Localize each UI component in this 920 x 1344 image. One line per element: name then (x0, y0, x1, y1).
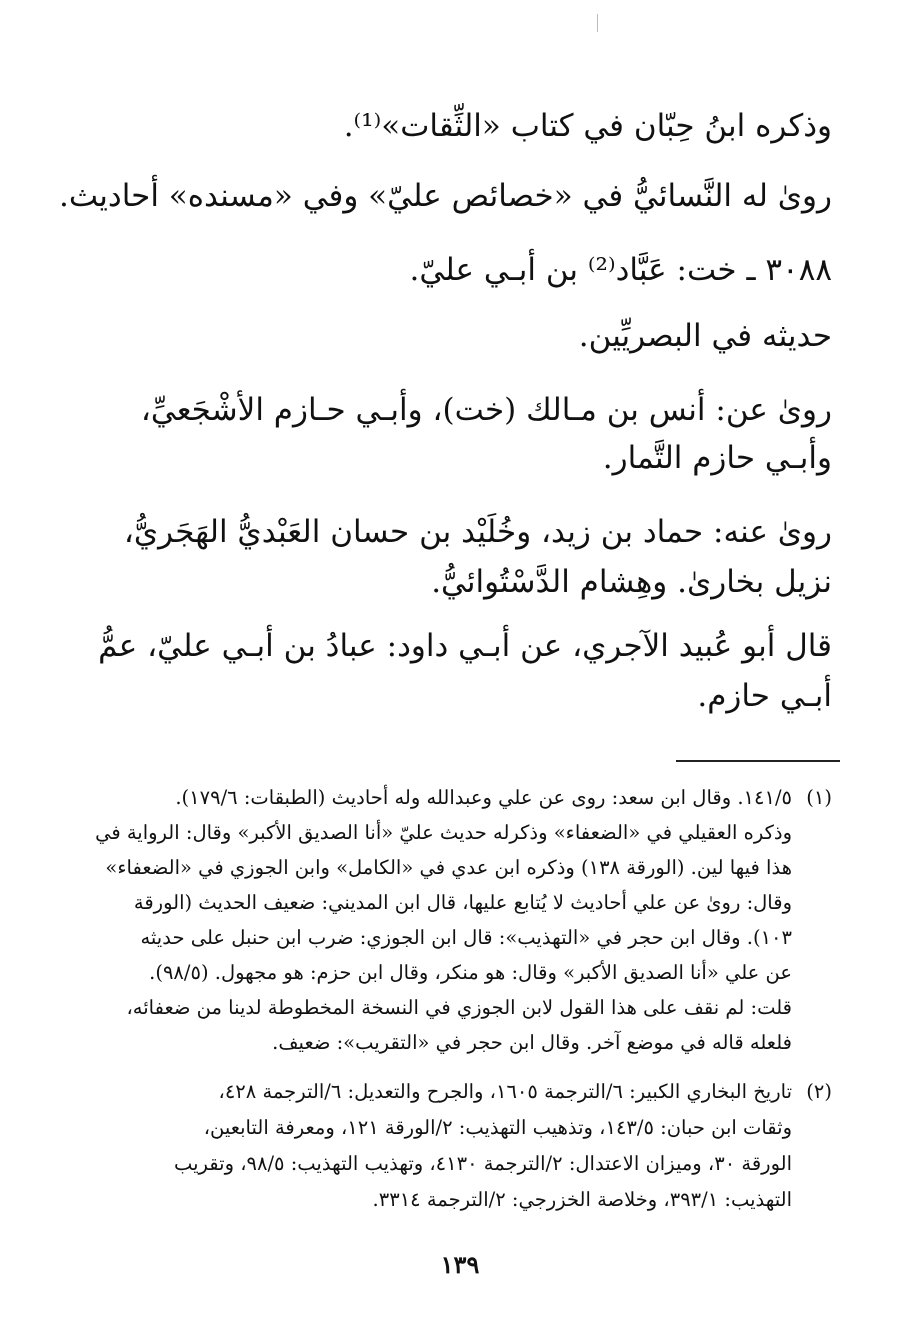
entry-heading: ٣٠٨٨ ـ خت: عَبَّاد⁽²⁾ بن أبـي عليّ. (409, 252, 832, 288)
footnote-line: ١٠٣). وقال ابن حجر في «التهذيب»: قال ابن الجوزي: ضرب ابن حنبل على حديثه (140, 926, 792, 949)
footnote-line: التهذيب: ٣٩٣/١، وخلاصة الخزرجي: ٢/الترجمة ٣٣١٤. (372, 1188, 792, 1211)
footnote-line: عن علي «أنا الصديق الأكبر» وقال: هو منكر، وقال ابن حزم: هو مجهول. (٩٨/٥). (149, 961, 792, 984)
footnote-line: وثقات ابن حبان: ١٤٣/٥، وتذهيب التهذيب: ٢/الورقة ١٢١، ومعرفة التابعين، (203, 1116, 792, 1139)
body-line: قال أبو عُبيد الآجري، عن أبـي داود: عبادُ بن أبـي عليّ، عمُّ (98, 628, 832, 664)
body-line: روىٰ عنه: حماد بن زيد، وخُلَيْد بن حسان العَبْديُّ الهَجَريُّ، (123, 514, 832, 550)
footnote-line: فلعله قاله في موضع آخر. وقال ابن حجر في «التقريب»: ضعيف. (272, 1031, 792, 1054)
footnote-line: الورقة ٣٠، وميزان الاعتدال: ٢/الترجمة ٤١٣٠، وتهذيب التهذيب: ٩٨/٥، وتقريب (173, 1152, 792, 1175)
footnote-separator (676, 760, 840, 762)
footnote-marker: (٢) (806, 1080, 832, 1103)
footnote-line: هذا فيها لين. (الورقة ١٣٨) وذكره ابن عدي في «الكامل» وابن الجوزي في «الضعفاء» (105, 856, 792, 879)
body-line: حديثه في البصريِّين. (578, 318, 832, 354)
body-line: نزيل بخارىٰ. وهِشام الدَّسْتُوائيُّ. (431, 564, 832, 600)
body-line: وأبـي حازم التَّمار. (602, 440, 832, 476)
footnote-line: تاريخ البخاري الكبير: ٦/الترجمة ١٦٠٥، والجرح والتعديل: ٦/الترجمة ٤٢٨، (218, 1080, 792, 1103)
body-line: روىٰ له النَّسائيُّ في «خصائص عليّ» وفي «مسنده» أحاديث. (58, 178, 832, 214)
footnote-line: وقال: روىٰ عن علي أحاديث لا يُتابع عليها، قال ابن المديني: ضعيف الحديث (الورقة (133, 891, 792, 914)
footnote-line: قلت: لم نقف على هذا القول لابن الجوزي في النسخة المخطوطة لدينا من ضعفائه، (126, 996, 792, 1019)
body-line: وذكره ابنُ حِبّان في كتاب «الثِّقات»⁽¹⁾. (343, 108, 832, 144)
page-number: ١٣٩ (440, 1250, 480, 1279)
body-line: روىٰ عن: أنس بن مـالك (خت)، وأبـي حـازم الأشْجَعيِّ، (140, 392, 832, 428)
footnote-line: وذكره العقيلي في «الضعفاء» وذكرله حديث عليّ «أنا الصديق الأكبر» وقال: الرواية في (95, 821, 792, 844)
footnote-line: ١٤١/٥. وقال ابن سعد: روى عن علي وعبدالله وله أحاديث (الطبقات: ١٧٩/٦). (175, 786, 792, 809)
scan-mark (597, 14, 598, 32)
footnote-marker: (١) (806, 786, 832, 809)
body-line: أبـي حازم. (697, 678, 832, 714)
